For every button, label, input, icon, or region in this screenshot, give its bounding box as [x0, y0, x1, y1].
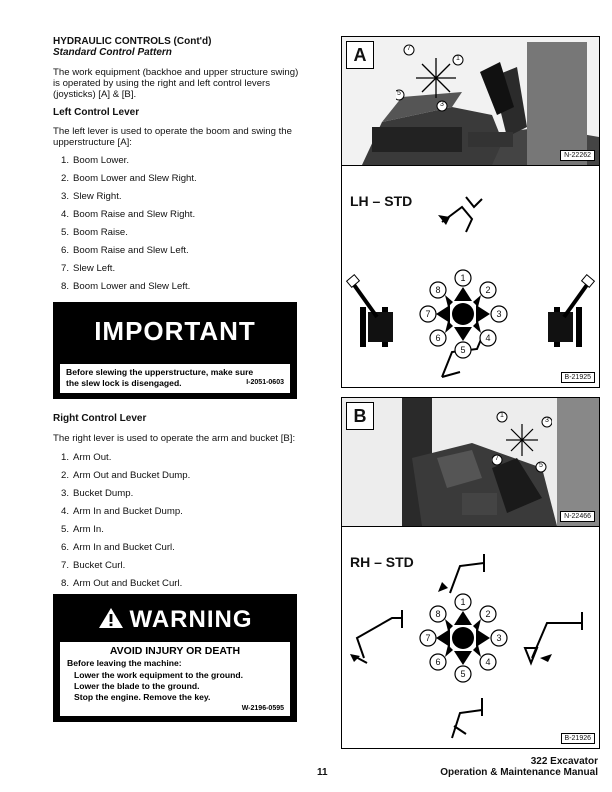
callout-number: 1: [456, 55, 460, 62]
important-message: [60, 364, 290, 393]
item-number: 7.: [60, 560, 69, 571]
item-text: Boom Raise and Slew Right.: [73, 209, 196, 220]
item-number: 6.: [60, 542, 69, 553]
figure-letter: B: [346, 402, 374, 430]
page-number: 11: [317, 767, 328, 778]
right-arm-icon: [532, 612, 582, 658]
list-item: [55, 470, 190, 488]
manual-title: [440, 756, 598, 778]
left-lever-list: [55, 155, 197, 299]
item-text: Arm Out.: [73, 452, 112, 463]
pad-number: 1: [460, 597, 466, 607]
intro-line: (joysticks) [A] & [B].: [53, 89, 137, 100]
pad-number: 7: [425, 309, 431, 319]
figure-b-photo: [342, 398, 599, 526]
warning-message: [60, 642, 290, 716]
item-number: 4.: [60, 506, 69, 517]
pad-number: 2: [485, 285, 491, 295]
warning-line: Stop the engine. Remove the key.: [74, 692, 211, 702]
model-name: 322 Excavator: [530, 756, 598, 767]
warning-notice: [53, 594, 297, 722]
figure-a-panel: [341, 36, 600, 388]
item-text: Arm In and Bucket Dump.: [73, 506, 183, 517]
pad-number: 2: [485, 609, 491, 619]
item-text: Arm In.: [73, 524, 104, 535]
left-lever-heading: Left Control Lever: [53, 107, 140, 118]
item-text: Slew Right.: [73, 191, 122, 202]
item-number: 3.: [60, 488, 69, 499]
section-title: HYDRAULIC CONTROLS (Cont'd): [53, 36, 212, 47]
item-text: Boom Lower and Slew Right.: [73, 173, 197, 184]
figure-letter: A: [346, 41, 374, 69]
item-text: Arm Out and Bucket Curl.: [73, 578, 183, 589]
desc-line: The left lever is used to operate the boom and swing the: [53, 126, 292, 137]
intro-line: is operated by using the right and left control levers: [53, 78, 271, 89]
callout-number: 1: [500, 412, 504, 419]
pad-number: 8: [435, 285, 441, 295]
warning-line: Lower the work equipment to the ground.: [74, 670, 244, 680]
figure-a-photo: [342, 37, 599, 165]
item-number: 5.: [60, 524, 69, 535]
list-item: [55, 452, 190, 470]
item-text: Boom Lower.: [73, 155, 129, 166]
important-title: IMPORTANT: [94, 316, 256, 346]
list-item: [55, 281, 197, 299]
left-arm-icon: [354, 610, 402, 663]
desc-line: upperstructure [A]:: [53, 137, 132, 148]
item-number: 8.: [60, 281, 69, 292]
item-number: 6.: [60, 245, 69, 256]
right-machine-icon: [548, 275, 594, 347]
callout-number: 5: [397, 90, 401, 97]
pad-number: 3: [496, 309, 502, 319]
photo-code: N-22262: [560, 150, 595, 161]
lh-diagram: [342, 177, 599, 387]
important-text-line: Before slewing the upperstructure, make sure: [66, 367, 254, 377]
list-item: [55, 227, 197, 245]
item-number: 8.: [60, 578, 69, 589]
pad-number: 4: [485, 657, 491, 667]
intro-paragraph: [53, 67, 315, 100]
list-item: [55, 209, 197, 227]
item-text: Bucket Curl.: [73, 560, 126, 571]
rh-diagram: [342, 538, 599, 748]
list-item: [55, 245, 197, 263]
left-lever-description: [53, 126, 315, 148]
diagram-code: B-21926: [561, 733, 595, 744]
pad-number: 7: [425, 633, 431, 643]
callout-number: 5: [539, 462, 543, 469]
item-number: 1.: [60, 155, 69, 166]
warning-title: WARNING: [129, 606, 253, 633]
item-number: 2.: [60, 173, 69, 184]
item-text: Boom Raise.: [73, 227, 128, 238]
item-number: 1.: [60, 452, 69, 463]
photo-code: N-22466: [560, 511, 595, 522]
pad-number: 6: [435, 657, 441, 667]
warning-triangle-icon: [98, 607, 124, 629]
right-lever-heading: Right Control Lever: [53, 413, 147, 424]
important-code: I-2051-0603: [246, 379, 284, 386]
item-text: Bucket Dump.: [73, 488, 134, 499]
list-item: [55, 191, 197, 209]
diagram-code: B-21925: [561, 372, 595, 383]
left-machine-icon: [347, 275, 393, 347]
item-number: 5.: [60, 227, 69, 238]
divider: [342, 165, 599, 166]
std-label: RH – STD: [350, 554, 414, 570]
list-item: [55, 263, 197, 281]
divider: [342, 526, 599, 527]
direction-star-icon: [396, 43, 476, 113]
pad-number: 5: [460, 345, 466, 355]
pad-number: 3: [496, 633, 502, 643]
manual-name: Operation & Maintenance Manual: [440, 767, 598, 778]
intro-line: The work equipment (backhoe and upper structure swing): [53, 67, 299, 78]
std-label: LH – STD: [350, 193, 413, 209]
right-lever-description: The right lever is used to operate the arm and bucket [B]:: [53, 433, 296, 444]
callout-number: 7: [495, 455, 499, 462]
callout-number: 3: [440, 101, 444, 108]
important-text-line: the slew lock is disengaged.: [66, 378, 182, 388]
list-item: [55, 542, 190, 560]
item-number: 4.: [60, 209, 69, 220]
pad-number: 5: [460, 669, 466, 679]
pad-number: 8: [435, 609, 441, 619]
callout-number: 7: [407, 45, 411, 52]
item-text: Arm In and Bucket Curl.: [73, 542, 175, 553]
warning-subtitle: AVOID INJURY OR DEATH: [109, 645, 241, 657]
list-item: [55, 488, 190, 506]
item-text: Slew Left.: [73, 263, 116, 274]
warning-line: Lower the blade to the ground.: [74, 681, 200, 691]
important-notice: [53, 302, 297, 399]
list-item: [55, 155, 197, 173]
item-number: 2.: [60, 470, 69, 481]
section-subtitle: Standard Control Pattern: [53, 47, 172, 58]
pad-number: 4: [485, 333, 491, 343]
warning-heading: [53, 606, 297, 634]
warning-line: Before leaving the machine:: [67, 658, 182, 668]
item-number: 3.: [60, 191, 69, 202]
item-text: Boom Lower and Slew Left.: [73, 281, 191, 292]
warning-code: W-2196-0595: [241, 705, 284, 712]
list-item: [55, 173, 197, 191]
joystick-photo-illustration: [342, 398, 599, 526]
item-text: Arm Out and Bucket Dump.: [73, 470, 191, 481]
list-item: [55, 560, 190, 578]
right-lever-list: [55, 452, 190, 596]
pad-number: 1: [460, 273, 466, 283]
list-item: [55, 524, 190, 542]
figure-b-panel: [341, 397, 600, 749]
item-number: 7.: [60, 263, 69, 274]
item-text: Boom Raise and Slew Left.: [73, 245, 189, 256]
callout-number: 3: [545, 417, 549, 424]
list-item: [55, 506, 190, 524]
pad-number: 6: [435, 333, 441, 343]
